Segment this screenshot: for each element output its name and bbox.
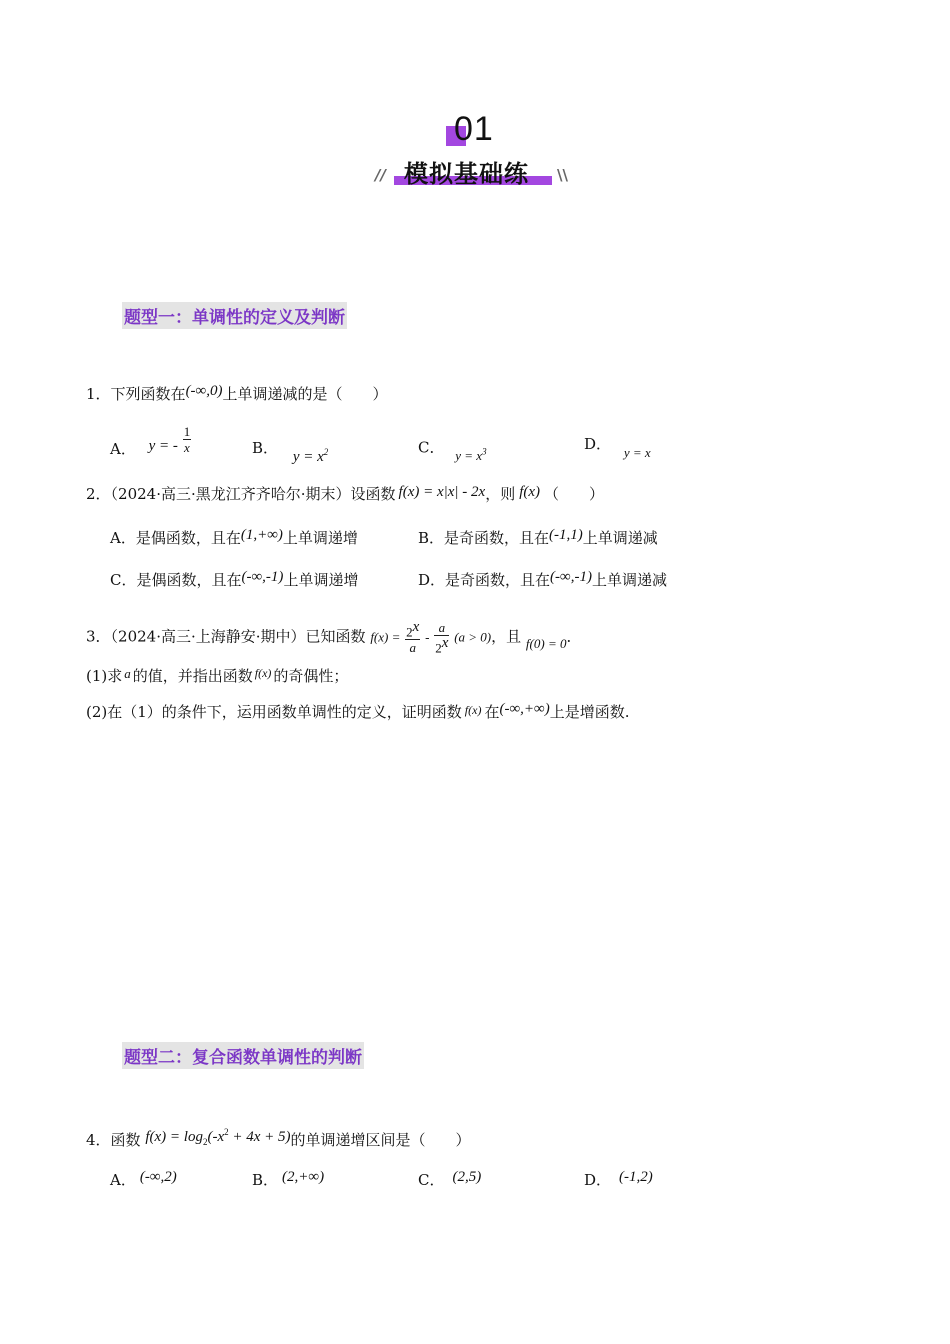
q2-option-d: D．是奇函数，且在(-∞,-1)上单调递减 bbox=[418, 569, 667, 589]
option-label: B． bbox=[252, 439, 279, 457]
fraction-denominator: a bbox=[409, 640, 416, 656]
question-source: （2024·高三·黑龙江齐齐哈尔·期末）设函数 bbox=[110, 485, 396, 503]
option-expression: $y = x^2$ bbox=[292, 447, 329, 465]
question-stem-end: 的单调递增区间是（ ） bbox=[290, 1131, 471, 1149]
function-lhs: f(x) = bbox=[370, 629, 401, 645]
banner-right-decoration: \\ bbox=[557, 166, 568, 184]
function-name: f(x) bbox=[464, 703, 482, 717]
option-label: A． bbox=[110, 439, 136, 458]
variable-a: a bbox=[124, 666, 131, 681]
q3-part-1: (1)求 a 的值，并指出函数 $^{f(x)}$ 的奇偶性； bbox=[86, 666, 349, 685]
question-stem: 下列函数在 bbox=[110, 385, 186, 403]
question-number: 2． bbox=[86, 485, 111, 503]
question-number: 1． bbox=[86, 385, 111, 403]
option-expression: (-∞,2) bbox=[139, 1169, 177, 1185]
interval: (-∞,0) bbox=[185, 383, 223, 399]
question-stem: ，则 bbox=[485, 485, 516, 503]
question-number: 3． bbox=[86, 627, 111, 646]
section-heading-one: 题型一：单调性的定义及判断 bbox=[122, 302, 347, 329]
q4-option-d: D． (-1,2) bbox=[584, 1169, 653, 1189]
interval: (-∞,-1) bbox=[550, 569, 592, 585]
option-expression: y = x bbox=[623, 445, 651, 460]
minus-sign: - bbox=[425, 629, 430, 645]
function-definition: f(x) = x|x| - 2x bbox=[398, 484, 486, 500]
q4-option-a: A． (-∞,2) bbox=[110, 1169, 177, 1189]
section-heading-two: 题型二：复合函数单调性的判断 bbox=[122, 1042, 364, 1069]
q4-option-c: C． (2,5) bbox=[418, 1169, 482, 1189]
banner-number: 01 bbox=[454, 110, 494, 148]
fraction-one bbox=[405, 620, 420, 655]
function-definition: $f(x) = \log_2(-x^2 + 4x + 5)$ bbox=[145, 1127, 291, 1147]
fraction-denominator: 2$^x$ bbox=[435, 635, 449, 656]
banner-title: 模拟基础练 bbox=[404, 160, 529, 188]
option-expression: (2,5) bbox=[452, 1169, 482, 1185]
question-source: （2024·高三·上海静安·期中）已知函数 bbox=[110, 627, 366, 646]
option-label: C． bbox=[418, 438, 445, 457]
question-stem-end: 上单调递减的是（ ） bbox=[222, 385, 388, 403]
interval: (-∞,-1) bbox=[241, 569, 284, 585]
q3-part-2: (2)在（1）的条件下，运用函数单调性的定义，证明函数 $^{f(x)}$ 在(-∞,+∞)上是增函数. bbox=[86, 701, 630, 721]
q2-option-a: A．是偶函数，且在(1,+∞)上单调递增 bbox=[110, 527, 358, 547]
question-3: 3．（2024·高三·上海静安·期中）已知函数 f(x) = $\frac{2^x}{a}$ - $\frac{a}{2^x}$ (a > 0)，且 f(0) = 0． bbox=[86, 619, 582, 656]
question-1 bbox=[86, 384, 388, 405]
question-number: 4． bbox=[86, 1131, 111, 1149]
q1-option-b bbox=[252, 434, 329, 465]
fraction-denominator: x bbox=[184, 440, 190, 455]
interval: (-∞,+∞) bbox=[499, 701, 550, 717]
question-stem-end: （ ） bbox=[544, 485, 605, 503]
option-expression: (2,+∞) bbox=[282, 1169, 325, 1185]
q1-option-d bbox=[584, 434, 651, 460]
function-name: f(x) bbox=[519, 484, 541, 500]
q2-option-c: C．是偶函数，且在(-∞,-1)上单调递增 bbox=[110, 569, 359, 589]
fraction bbox=[183, 424, 192, 455]
condition: (a > 0) bbox=[454, 629, 492, 645]
option-expression: $y = x^3$ bbox=[455, 447, 487, 464]
fraction-numerator: 2$^x$ bbox=[406, 619, 420, 640]
question-stem: 函数 bbox=[110, 1131, 141, 1149]
question-2 bbox=[86, 484, 604, 505]
f-zero: f(0) = 0 bbox=[525, 635, 567, 651]
fraction-two bbox=[434, 620, 449, 655]
option-label: D． bbox=[584, 435, 612, 453]
option-expression: (-1,2) bbox=[619, 1169, 653, 1185]
banner-left-decoration: // bbox=[375, 166, 386, 184]
fraction-numerator: a bbox=[434, 620, 449, 636]
question-4 bbox=[86, 1126, 471, 1156]
q4-option-b: B． (2,+∞) bbox=[252, 1169, 325, 1189]
function-name: f(x) bbox=[254, 666, 272, 680]
interval: (-1,1) bbox=[549, 527, 583, 543]
interval: (1,+∞) bbox=[240, 527, 283, 543]
fraction-numerator: 1 bbox=[183, 424, 191, 439]
q1-option-c bbox=[418, 434, 487, 464]
q2-option-b: B．是奇函数，且在(-1,1)上单调递减 bbox=[418, 527, 658, 547]
q1-option-a bbox=[110, 424, 191, 458]
option-expression: y = - bbox=[148, 437, 178, 454]
